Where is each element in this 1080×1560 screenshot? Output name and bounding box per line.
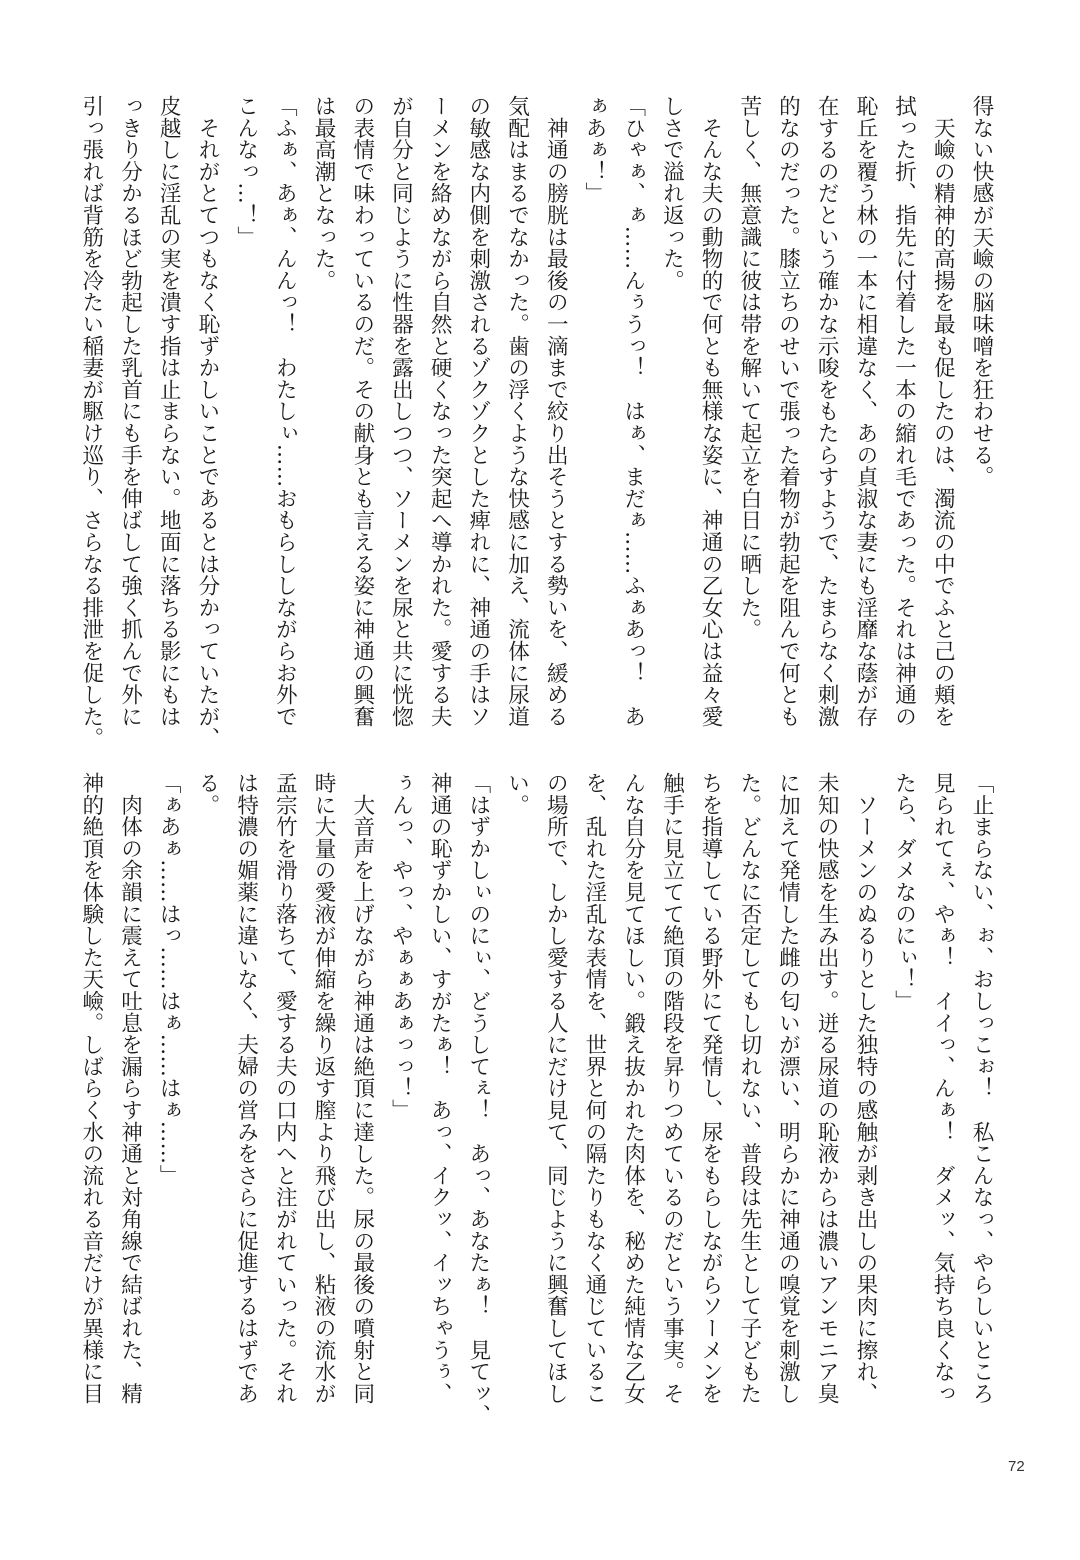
text-column: 恥丘を覆う林の一本に相違なく、あの貞淑な妻にも淫靡な蔭が存 bbox=[852, 95, 878, 728]
lower-text-block bbox=[70, 772, 1000, 1426]
text-column: ーメンを絡めながら自然と硬くなった突起へ導かれた。愛する夫 bbox=[427, 95, 453, 728]
text-column: 的なのだった。膝立ちのせいで張った着物が勃起を阻んで何とも bbox=[775, 95, 801, 728]
text-column: 引っ張れば背筋を冷たい稲妻が駆け巡り、さらなる排泄を促した。 bbox=[78, 95, 104, 749]
text-column: 在するのだという確かな示唆をもたらすようで、たまらなく刺激 bbox=[814, 95, 840, 728]
text-column: 「ふぁ、あぁ、んんっ！ わたしぃ……おもらししながらお外で bbox=[272, 95, 298, 728]
text-column: 大音声を上げながら神通は絶頂に達した。尿の最後の噴射と同 bbox=[349, 772, 375, 1405]
text-column: の表情で味わっているのだ。その献身とも言える姿に神通の興奮 bbox=[349, 95, 375, 728]
text-column: は最高潮となった。 bbox=[311, 95, 337, 292]
text-column: たら、ダメなのにぃ！」 bbox=[891, 772, 917, 1012]
text-column: ぅんっ、やっ、やぁぁあぁっっ！」 bbox=[388, 772, 414, 1121]
text-column: る。 bbox=[194, 772, 220, 816]
text-column: 天嶮の精神的高揚を最も促したのは、濁流の中でふと己の頬を bbox=[930, 95, 956, 728]
text-column: っきり分かるほど勃起した乳首にも手を伸ばして強く抓んで外に bbox=[117, 95, 143, 728]
text-column: 「止まらない、ぉ、おしっこぉ！ 私こんなっ、やらしいところ bbox=[969, 772, 994, 1405]
text-column: 触手に見立てて絶頂の階段を昇りつめているのだという事実。そ bbox=[659, 772, 685, 1405]
text-column: 孟宗竹を滑り落ちて、愛する夫の口内へと注がれていった。それ bbox=[272, 772, 298, 1405]
text-column: 「はずかしぃのにぃ、どうしてぇ！ あっ、あなたぁ！ 見てッ、 bbox=[465, 772, 491, 1426]
text-column: 皮越しに淫乱の実を潰す指は止まらない。地面に落ちる影にもは bbox=[156, 95, 182, 728]
text-column: 見られてぇ、やぁ！ イイっ、んぁ！ ダメッ、気持ち良くなっ bbox=[930, 772, 956, 1405]
text-column: それがとてつもなく恥ずかしいことであるとは分かっていたが、 bbox=[194, 95, 220, 749]
text-column: ちを指導している野外にて発情し、尿をもらしながらソーメンを bbox=[698, 772, 724, 1405]
page-number: 72 bbox=[1008, 1458, 1025, 1475]
text-column: そんな夫の動物的で何とも無様な姿に、神通の乙女心は益々愛 bbox=[698, 95, 724, 728]
text-column: 神的絶頂を体験した天嶮。しばらく水の流れる音だけが異様に目 bbox=[78, 772, 104, 1405]
text-column: が自分と同じように性器を露出しつつ、ソーメンを尿と共に恍惚 bbox=[388, 95, 414, 728]
text-column: 拭った折、指先に付着した一本の縮れ毛であった。それは神通の bbox=[891, 95, 917, 728]
text-column: 神通の膀胱は最後の一滴まで絞り出そうとする勢いを、緩める bbox=[543, 95, 569, 728]
upper-text-block bbox=[70, 95, 1000, 749]
text-column: こんなっ…！」 bbox=[233, 95, 259, 248]
text-column: 時に大量の愛液が伸縮を繰り返す膣より飛び出し、粘液の流水が bbox=[311, 772, 337, 1405]
text-column: 得ない快感が天嶮の脳味噌を狂わせる。 bbox=[969, 95, 994, 488]
text-column: い。 bbox=[504, 772, 530, 816]
text-column: 「ひゃぁ、ぁ……んぅうっ！ はぁ、まだぁ……ふぁあっ！ あ bbox=[620, 95, 646, 728]
text-column: を、乱れた淫乱な表情を、世界と何の隔たりもなく通じているこ bbox=[581, 772, 607, 1405]
text-column: 「ぁあぁ……はっ……はぁ……はぁ……」 bbox=[156, 772, 182, 1187]
text-column: は特濃の媚薬に違いなく、夫婦の営みをさらに促進するはずであ bbox=[233, 772, 259, 1405]
text-column: 気配はまるでなかった。歯の浮くような快感に加え、流体に尿道 bbox=[504, 95, 530, 728]
text-column: 未知の快感を生み出す。迸る尿道の恥液からは濃いアンモニア臭 bbox=[814, 772, 840, 1405]
text-column: ソーメンのぬるりとした独特の感触が剥き出しの果肉に擦れ、 bbox=[852, 772, 878, 1405]
text-column: の場所で、しかし愛する人にだけ見て、同じように興奮してほし bbox=[543, 772, 569, 1405]
text-column: の敏感な内側を刺激されるゾクゾクとした痺れに、神通の手はソ bbox=[465, 95, 491, 728]
text-column: ぁあぁ！」 bbox=[581, 95, 607, 204]
text-column: 肉体の余韻に震えて吐息を漏らす神通と対角線で結ばれた、精 bbox=[117, 772, 143, 1405]
text-column: しさで溢れ返った。 bbox=[659, 95, 685, 292]
text-column: 神通の恥ずかしい、すがたぁ！ あっ、イクッ、イッちゃうぅ、 bbox=[427, 772, 453, 1405]
text-column: 苦しく、無意識に彼は帯を解いて起立を白日に晒した。 bbox=[736, 95, 762, 640]
text-column: に加えて発情した雌の匂いが漂い、明らかに神通の嗅覚を刺激し bbox=[775, 772, 801, 1405]
text-column: た。どんなに否定してもし切れない、普段は先生として子どもた bbox=[736, 772, 762, 1405]
text-column: んな自分を見てほしい。鍛え抜かれた肉体を、秘めた純情な乙女 bbox=[620, 772, 646, 1405]
